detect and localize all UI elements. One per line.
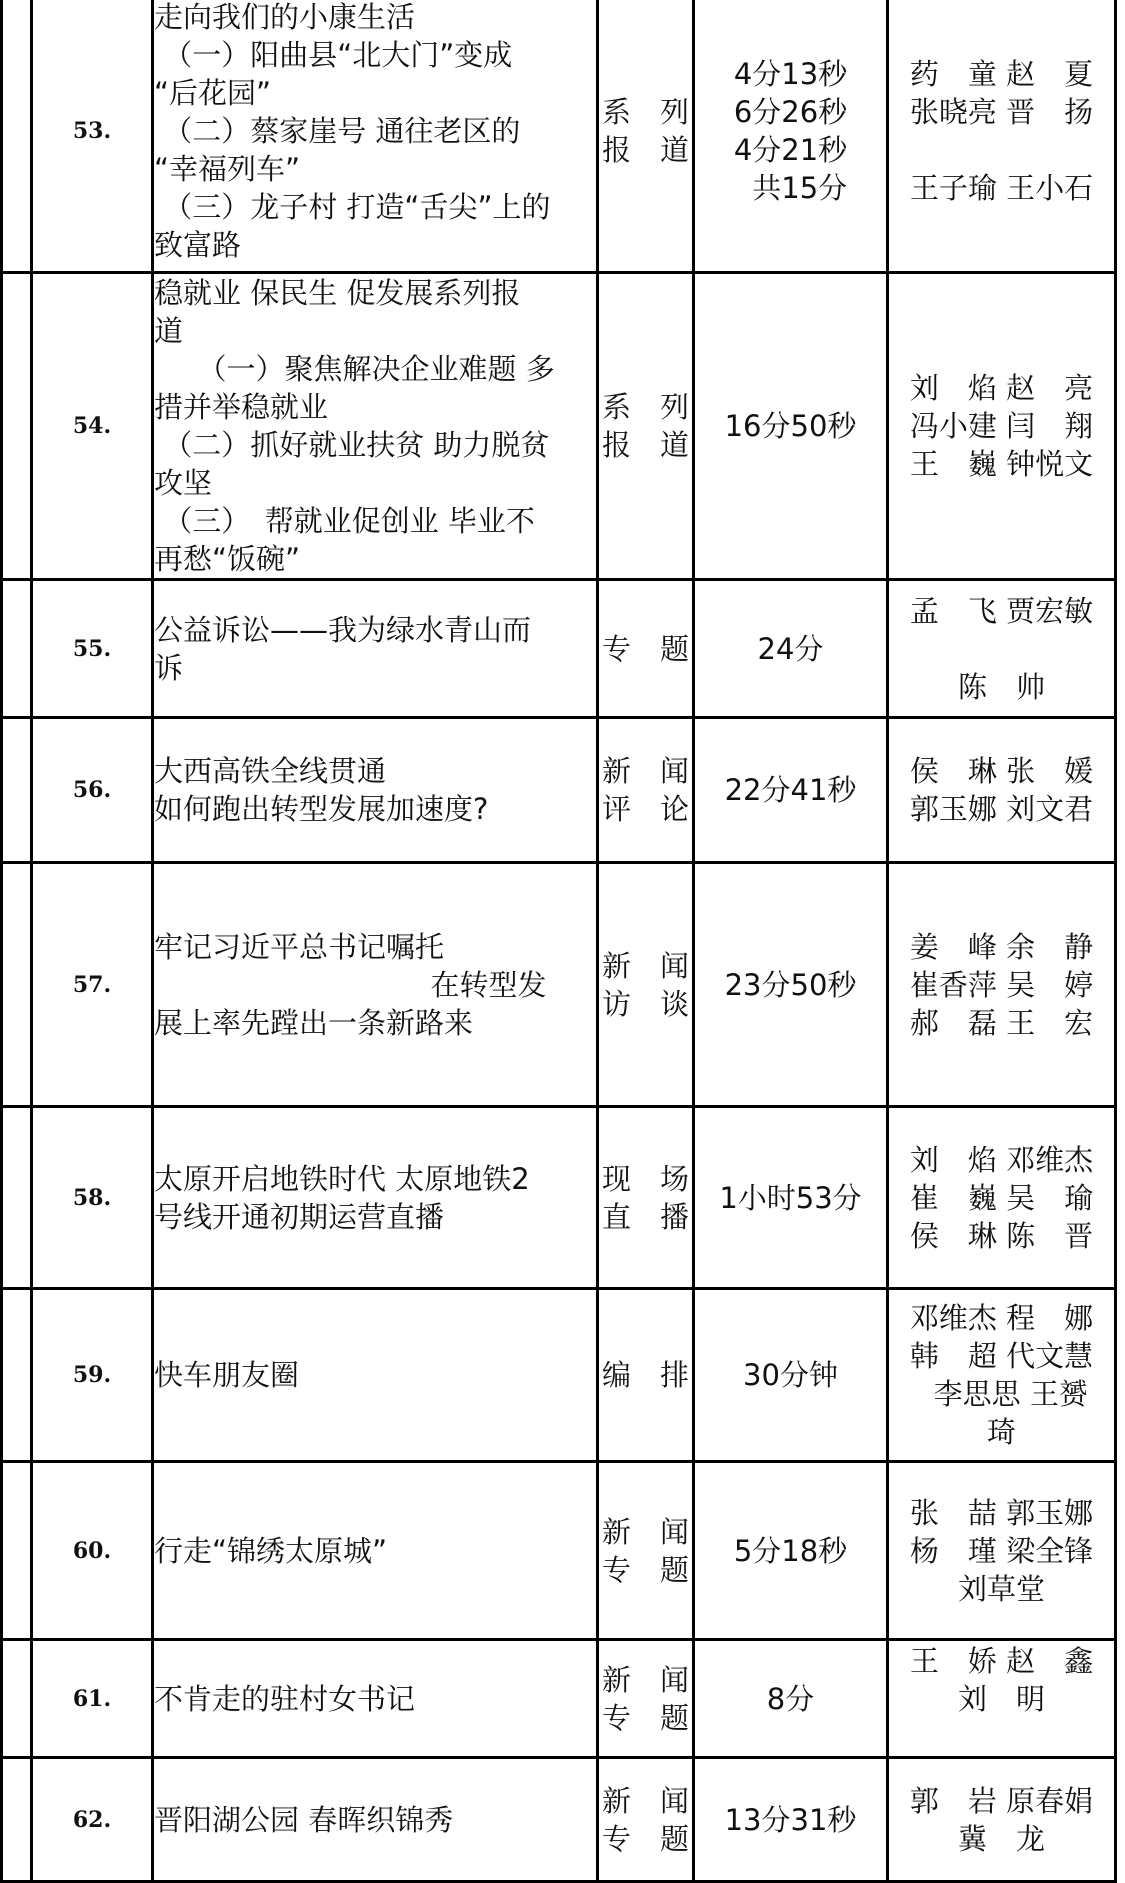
blank-cell	[2, 1289, 32, 1462]
text-line: 再愁“饭碗”	[154, 542, 301, 576]
blank-cell	[2, 273, 32, 580]
blank-cell	[2, 718, 32, 863]
table-row	[2, 1462, 1116, 1640]
text-line: 攻坚	[154, 466, 213, 500]
text-line	[889, 1718, 1114, 1756]
text-line: 行走“锦绣太原城”	[154, 1533, 388, 1568]
row-number: 56.	[32, 718, 153, 863]
text-line: 24分	[757, 631, 824, 666]
entry-category	[598, 863, 694, 1107]
text-line	[889, 131, 1114, 169]
text-line: 郭 岩 原春娟	[909, 1783, 1094, 1818]
entry-category	[598, 1289, 694, 1462]
text-line: 道	[154, 314, 184, 348]
entry-authors	[888, 863, 1116, 1107]
text-line: 崔香萍 吴 婷	[909, 967, 1094, 1002]
text-line: 新 闻	[601, 754, 689, 788]
entry-authors	[888, 0, 1116, 273]
text-line: （一）阳曲县“北大门”变成	[154, 38, 513, 72]
text-line: 致富路	[154, 228, 242, 262]
text-line: 专 题	[601, 1700, 689, 1735]
text-line: 访 谈	[601, 986, 689, 1021]
text-line: 孟 飞 贾宏敏	[909, 593, 1094, 628]
entry-authors	[888, 273, 1116, 580]
text-line: 张晓亮 晋 扬	[909, 95, 1094, 129]
text-line: 诉	[154, 650, 184, 685]
text-line: 号线开通初期运营直播	[154, 1199, 445, 1234]
text-line: （二）蔡家崖号 通往老区的	[154, 114, 521, 148]
entry-authors	[888, 1640, 1116, 1758]
entry-title	[153, 580, 598, 718]
blank-cell	[2, 863, 32, 1107]
row-number: 61.	[32, 1640, 153, 1758]
text-line: 稳就业 保民生 促发展系列报	[154, 276, 521, 310]
text-line: 1小时53分	[719, 1180, 862, 1215]
text-line: 药 童 赵 夏	[909, 57, 1094, 91]
table-row	[2, 1107, 1116, 1289]
text-line: 刘 焰 邓维杰	[909, 1142, 1094, 1177]
text-line: 张 喆 郭玉娜	[909, 1495, 1094, 1530]
text-line: 琦	[986, 1415, 1016, 1449]
text-line: 5分18秒	[733, 1533, 848, 1568]
row-number: 53.	[32, 0, 153, 273]
text-line: 走向我们的小康生活	[154, 0, 416, 34]
text-line: 22分41秒	[724, 773, 857, 807]
text-line: 太原开启地铁时代 太原地铁2	[154, 1161, 530, 1196]
entry-duration	[694, 0, 888, 273]
text-line: （二）抓好就业扶贫 助力脱贫	[154, 428, 550, 462]
entry-authors	[888, 1289, 1116, 1462]
text-line: 评 论	[601, 792, 689, 826]
entry-title	[153, 718, 598, 863]
text-line: “幸福列车”	[154, 152, 301, 186]
text-line: 冀 龙	[957, 1821, 1045, 1856]
entry-duration	[694, 1107, 888, 1289]
text-line: 4分13秒	[733, 57, 848, 91]
text-line: 杨 瑾 梁全锋	[909, 1533, 1094, 1568]
text-line: 崔 巍 吴 瑜	[909, 1180, 1094, 1215]
blank-cell	[2, 1107, 32, 1289]
text-line: 报 道	[601, 133, 689, 167]
text-line: 系 列	[601, 95, 689, 129]
text-line: 16分50秒	[724, 409, 857, 443]
text-line: 邓维杰 程 娜	[909, 1301, 1094, 1335]
text-line: 王 巍 钟悦文	[909, 447, 1094, 481]
entry-category	[598, 273, 694, 580]
text-line: 新 闻	[601, 948, 689, 983]
text-line: 不肯走的驻村女书记	[154, 1681, 416, 1716]
text-line: 姜 峰 余 静	[909, 929, 1094, 964]
entry-category	[598, 1462, 694, 1640]
text-line: 郝 磊 王 宏	[909, 1005, 1094, 1040]
text-line: （三） 帮就业促创业 毕业不	[154, 504, 535, 538]
entry-duration	[694, 580, 888, 718]
text-line	[889, 630, 1114, 668]
entry-authors	[888, 1462, 1116, 1640]
text-line: 23分50秒	[724, 967, 857, 1002]
entry-duration	[694, 273, 888, 580]
blank-cell	[2, 580, 32, 718]
text-line: 8分	[766, 1681, 815, 1716]
text-line: 展上率先蹚出一条新路来	[154, 1005, 474, 1040]
entry-title	[153, 273, 598, 580]
row-number: 58.	[32, 1107, 153, 1289]
table-row	[2, 1640, 1116, 1758]
row-number: 57.	[32, 863, 153, 1107]
entry-title	[153, 0, 598, 273]
text-line: 现 场	[601, 1161, 689, 1196]
row-number: 59.	[32, 1289, 153, 1462]
entry-title	[153, 1640, 598, 1758]
entry-duration	[694, 1462, 888, 1640]
entry-duration	[694, 718, 888, 863]
text-line: “后花园”	[154, 76, 272, 110]
text-line: 公益诉讼——我为绿水青山而	[154, 612, 532, 647]
text-line: 李思思 王赟	[915, 1377, 1088, 1411]
text-line: 刘草堂	[957, 1571, 1045, 1606]
entry-authors	[888, 718, 1116, 863]
text-line: 王子瑜 王小石	[909, 171, 1094, 205]
text-line: 牢记习近平总书记嘱托	[154, 929, 445, 964]
text-line: 共15分	[733, 171, 848, 205]
entry-category	[598, 1640, 694, 1758]
row-number: 60.	[32, 1462, 153, 1640]
entry-duration	[694, 1289, 888, 1462]
table-row	[2, 273, 1116, 580]
text-line: 编 排	[601, 1358, 689, 1392]
text-line: 专 题	[601, 631, 689, 666]
text-line: 陈 帅	[957, 669, 1045, 704]
blank-cell	[2, 1640, 32, 1758]
entry-authors	[888, 580, 1116, 718]
text-line: 刘 明	[957, 1681, 1045, 1716]
text-line: 在转型发	[154, 967, 547, 1002]
entry-category	[598, 0, 694, 273]
text-line: 快车朋友圈	[154, 1358, 300, 1392]
text-line: 侯 琳 张 媛	[909, 754, 1094, 788]
text-line: 系 列	[601, 390, 689, 424]
table-row	[2, 863, 1116, 1107]
text-line: 措并举稳就业	[154, 390, 329, 424]
text-line: 大西高铁全线贯通	[154, 754, 387, 788]
entry-title	[153, 1289, 598, 1462]
row-number: 55.	[32, 580, 153, 718]
table-row	[2, 0, 1116, 273]
entry-duration	[694, 1640, 888, 1758]
text-line: 专 题	[601, 1552, 689, 1587]
entry-title	[153, 1107, 598, 1289]
table-row	[2, 1289, 1116, 1462]
entry-category	[598, 580, 694, 718]
text-line: 直 播	[601, 1199, 689, 1234]
text-line: 报 道	[601, 428, 689, 462]
text-line: 新 闻	[601, 1514, 689, 1549]
text-line: 新 闻	[601, 1783, 689, 1818]
text-line: 专 题	[601, 1821, 689, 1856]
table-row	[2, 718, 1116, 863]
row-number: 54.	[32, 273, 153, 580]
table-row	[2, 580, 1116, 718]
entry-category	[598, 718, 694, 863]
text-line: 30分钟	[743, 1358, 838, 1392]
text-line: 王 娇 赵 鑫	[909, 1643, 1094, 1678]
text-line: 侯 琳 陈 晋	[909, 1218, 1094, 1253]
text-line: 郭玉娜 刘文君	[909, 792, 1094, 826]
text-line: （一）聚焦解决企业难题 多	[154, 352, 555, 386]
row-number: 62.	[32, 1758, 153, 1882]
entry-title	[153, 1462, 598, 1640]
text-line: 6分26秒	[733, 95, 848, 129]
blank-cell	[2, 1462, 32, 1640]
text-line: 韩 超 代文慧	[909, 1339, 1094, 1373]
text-line: 4分21秒	[733, 133, 848, 167]
entry-duration	[694, 863, 888, 1107]
text-line: 晋阳湖公园 春晖织锦秀	[154, 1802, 454, 1837]
entry-authors	[888, 1107, 1116, 1289]
text-line: 刘 焰 赵 亮	[909, 371, 1094, 405]
blank-cell	[2, 0, 32, 273]
text-line: 冯小建 闫 翔	[909, 409, 1094, 443]
text-line: 如何跑出转型发展加速度?	[154, 792, 489, 826]
text-line: 新 闻	[601, 1662, 689, 1697]
text-line: 13分31秒	[724, 1802, 857, 1837]
entry-category	[598, 1107, 694, 1289]
entry-title	[153, 863, 598, 1107]
text-line: （三）龙子村 打造“舌尖”上的	[154, 190, 551, 224]
